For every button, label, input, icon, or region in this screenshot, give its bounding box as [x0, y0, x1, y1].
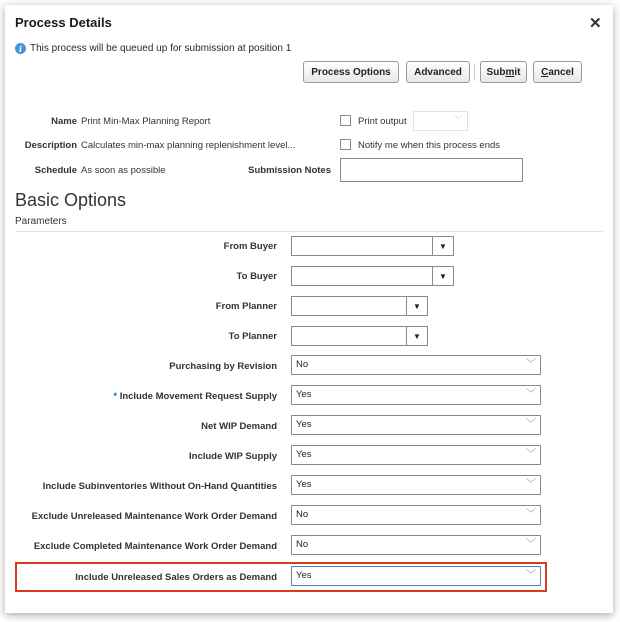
schedule-value: As soon as possible: [81, 165, 166, 176]
from-buyer-input[interactable]: [291, 236, 447, 256]
cancel-button[interactable]: [533, 61, 582, 83]
close-icon[interactable]: ✕: [589, 15, 602, 32]
select-value: Yes: [296, 419, 312, 430]
info-message: [15, 43, 291, 54]
cancel-label-suffix: ancel: [548, 66, 574, 78]
chevron-down-icon: ﹀: [453, 115, 463, 125]
dropdown-triangle-icon[interactable]: ▼: [406, 326, 428, 346]
dropdown-triangle-icon[interactable]: ▼: [432, 236, 454, 256]
description-label: Description: [24, 140, 77, 151]
chevron-down-icon: ﹀: [526, 449, 536, 460]
info-message-text: This process will be queued up for submission at position 1: [30, 43, 292, 54]
select-value: Yes: [296, 389, 312, 400]
section-title: Basic Options: [15, 190, 127, 210]
purchasing-by-revision-label: Purchasing by Revision: [169, 361, 277, 372]
select-value: No: [296, 509, 309, 520]
process-options-button[interactable]: Process Options: [303, 61, 399, 83]
chevron-down-icon: ﹀: [526, 389, 536, 400]
include-wip-supply-select[interactable]: [291, 445, 541, 465]
include-movement-request-supply-text: Include Movement Request Supply: [119, 391, 277, 402]
dropdown-triangle-icon[interactable]: ▼: [406, 296, 428, 316]
include-unreleased-sales-select[interactable]: [291, 566, 541, 586]
include-movement-request-supply-label: [113, 391, 277, 402]
submit-button[interactable]: [480, 61, 527, 83]
schedule-label: Schedule: [34, 165, 77, 176]
chevron-down-icon: ﹀: [526, 570, 536, 581]
select-value: Yes: [296, 449, 312, 460]
required-star-icon: *: [113, 391, 118, 402]
print-output-select: [413, 111, 468, 131]
include-movement-request-supply-select[interactable]: [291, 385, 541, 405]
exclude-completed-maint-label: Exclude Completed Maintenance Work Order Demand: [33, 541, 277, 552]
net-wip-demand-select[interactable]: [291, 415, 541, 435]
submit-label-prefix: Sub: [486, 66, 506, 78]
include-wip-supply-label: Include WIP Supply: [189, 451, 277, 462]
chevron-down-icon: ﹀: [526, 539, 536, 550]
from-planner-label: From Planner: [215, 301, 277, 312]
cancel-label-accel: C: [541, 66, 549, 78]
description-value: Calculates min-max planning replenishment level...: [81, 140, 296, 151]
exclude-unreleased-maint-label: Exclude Unreleased Maintenance Work Order Demand: [31, 511, 277, 522]
to-buyer-input[interactable]: [291, 266, 447, 286]
print-output-checkbox[interactable]: [340, 115, 351, 126]
name-value: Print Min-Max Planning Report: [81, 116, 211, 127]
include-unreleased-sales-label: Include Unreleased Sales Orders as Demand: [75, 572, 277, 583]
chevron-down-icon: ﹀: [526, 509, 536, 520]
name-label: Name: [51, 116, 77, 127]
process-details-dialog: [5, 5, 613, 613]
exclude-unreleased-maint-select[interactable]: [291, 505, 541, 525]
section-subtitle: Parameters: [15, 216, 67, 227]
include-subinventories-select[interactable]: [291, 475, 541, 495]
dropdown-triangle-icon[interactable]: ▼: [432, 266, 454, 286]
select-value: Yes: [296, 570, 312, 581]
from-buyer-label: From Buyer: [223, 241, 277, 252]
advanced-button[interactable]: Advanced: [406, 61, 470, 83]
select-value: Yes: [296, 479, 312, 490]
from-planner-input[interactable]: [291, 296, 421, 316]
info-icon: i: [15, 43, 26, 54]
exclude-completed-maint-select[interactable]: [291, 535, 541, 555]
select-value: No: [296, 539, 309, 550]
submit-label-accel: m: [505, 66, 515, 78]
notify-checkbox[interactable]: [340, 139, 351, 150]
submit-label-suffix: it: [514, 66, 521, 78]
net-wip-demand-label: Net WIP Demand: [201, 421, 277, 432]
purchasing-by-revision-select[interactable]: [291, 355, 541, 375]
include-subinventories-label: Include Subinventories Without On-Hand Quantities: [42, 481, 277, 492]
submission-notes-label: Submission Notes: [248, 165, 331, 176]
to-planner-label: To Planner: [228, 331, 277, 342]
button-separator: [474, 63, 475, 81]
select-value: No: [296, 359, 309, 370]
notify-label: Notify me when this process ends: [358, 140, 501, 151]
chevron-down-icon: ﹀: [526, 479, 536, 490]
dialog-title: Process Details: [15, 15, 112, 30]
chevron-down-icon: ﹀: [526, 359, 536, 370]
to-buyer-label: To Buyer: [236, 271, 277, 282]
chevron-down-icon: ﹀: [526, 419, 536, 430]
print-output-label: Print output: [358, 116, 407, 127]
to-planner-input[interactable]: [291, 326, 421, 346]
submission-notes-input[interactable]: [340, 158, 523, 182]
section-divider: [15, 231, 603, 232]
